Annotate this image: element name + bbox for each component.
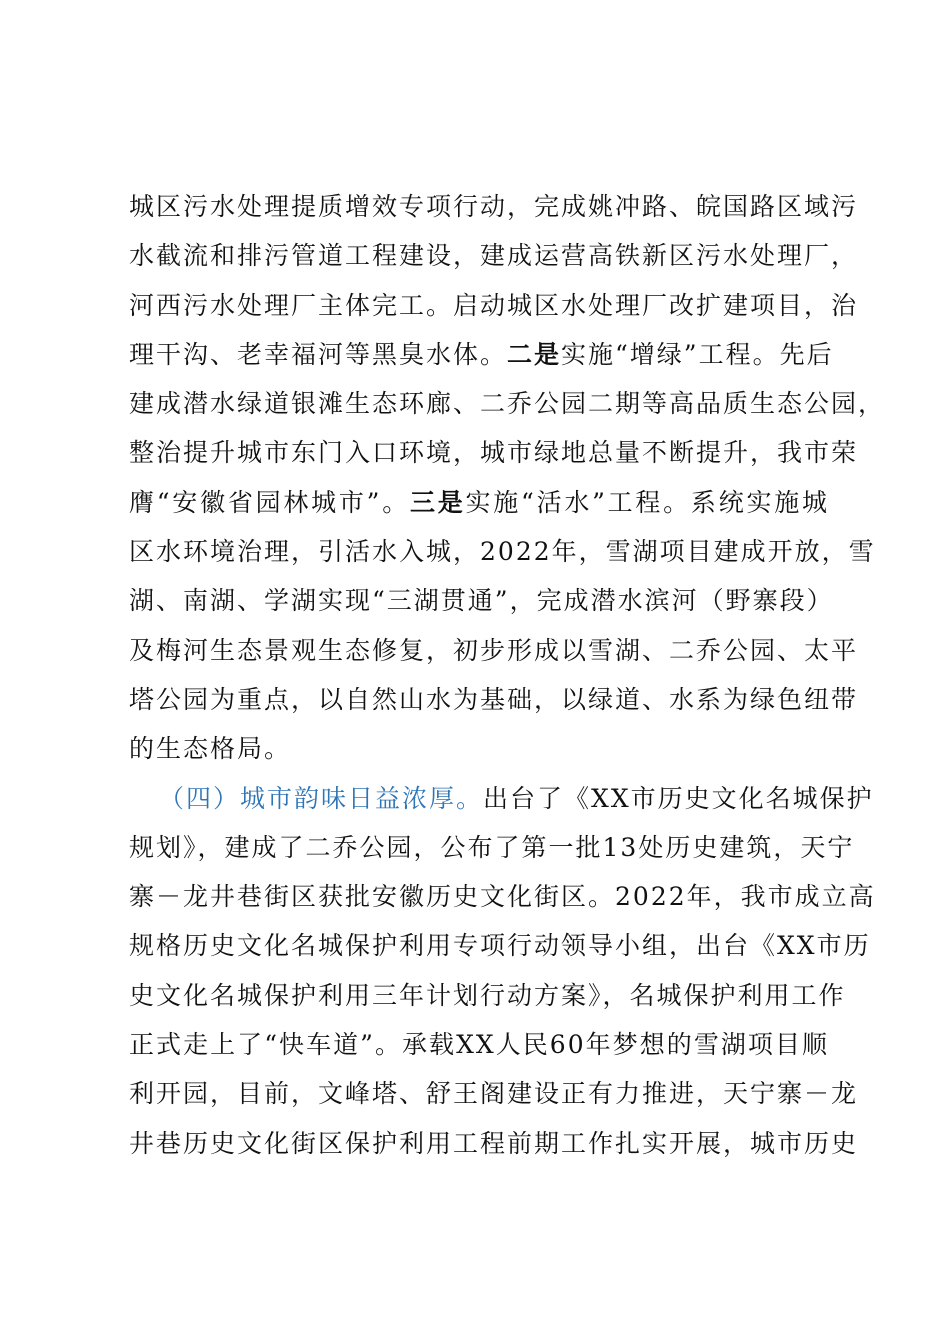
paragraph-city-charm: [129, 774, 876, 1168]
bold-marker-three: 三是: [409, 487, 466, 517]
text-line: 史文化名城保护利用三年计划行动方案》，名城保护利用工作: [129, 980, 846, 1010]
section-heading: （四）城市韵味日益浓厚。: [159, 783, 484, 813]
text-line: [129, 774, 874, 823]
text-line: 河西污水处理厂主体完工。启动城区水处理厂改扩建项目，治: [129, 290, 859, 320]
text-line: 城区污水处理提质增效专项行动，完成姚冲路、皖国路区域污: [129, 192, 859, 221]
text-span: 实施“增绿”工程。先后: [561, 339, 834, 369]
body-text: [129, 182, 886, 1168]
text-line: 区水环境治理，引活水入城，2022年，雪湖项目建成开放，雪: [129, 537, 876, 567]
text-line: 建成潜水绿道银滩生态环廊、二乔公园二期等高品质生态公园，: [129, 389, 886, 419]
text-span: 实施“活水”工程。系统实施城: [465, 487, 829, 517]
text-line: 及梅河生态景观生态修复，初步形成以雪湖、二乔公园、太平: [129, 635, 859, 665]
text-line: 规格历史文化名城保护利用专项行动领导小组，出台《XX市历: [129, 931, 871, 961]
text-line: [129, 478, 829, 527]
text-line: 正式走上了“快车道”。承载XX人民60年梦想的雪湖项目顺: [129, 1030, 829, 1060]
text-line: 湖、南湖、学湖实现“三湖贯通”，完成潜水滨河（野寨段）: [129, 586, 834, 616]
text-line: 井巷历史文化街区保护利用工程前期工作扎实开展，城市历史: [129, 1128, 859, 1158]
text-line: 水截流和排污管道工程建设，建成运营高铁新区污水处理厂，: [129, 241, 859, 271]
text-span: 理干沟、老幸福河等黑臭水体。: [129, 339, 508, 369]
text-line: 规划》，建成了二乔公园，公布了第一批13处历史建筑，天宁: [129, 832, 855, 862]
bold-marker-two: 二是: [507, 339, 562, 369]
text-line: [129, 330, 834, 379]
text-span: 膺“安徽省园林城市”。: [129, 487, 410, 517]
text-line: 利开园，目前，文峰塔、舒王阁建设正有力推进，天宁寨－龙: [129, 1079, 859, 1109]
text-span: 出台了《XX市历史文化名城保护: [483, 783, 874, 813]
text-line: 塔公园为重点，以自然山水为基础，以绿道、水系为绿色纽带: [129, 684, 859, 714]
text-line: 寨－龙井巷街区获批安徽历史文化街区。2022年，我市成立高: [129, 882, 876, 912]
text-line: 整治提升城市东门入口环境，城市绿地总量不断提升，我市荣: [129, 438, 859, 468]
text-line: 的生态格局。: [129, 734, 292, 764]
paragraph-ecology: [129, 182, 886, 774]
